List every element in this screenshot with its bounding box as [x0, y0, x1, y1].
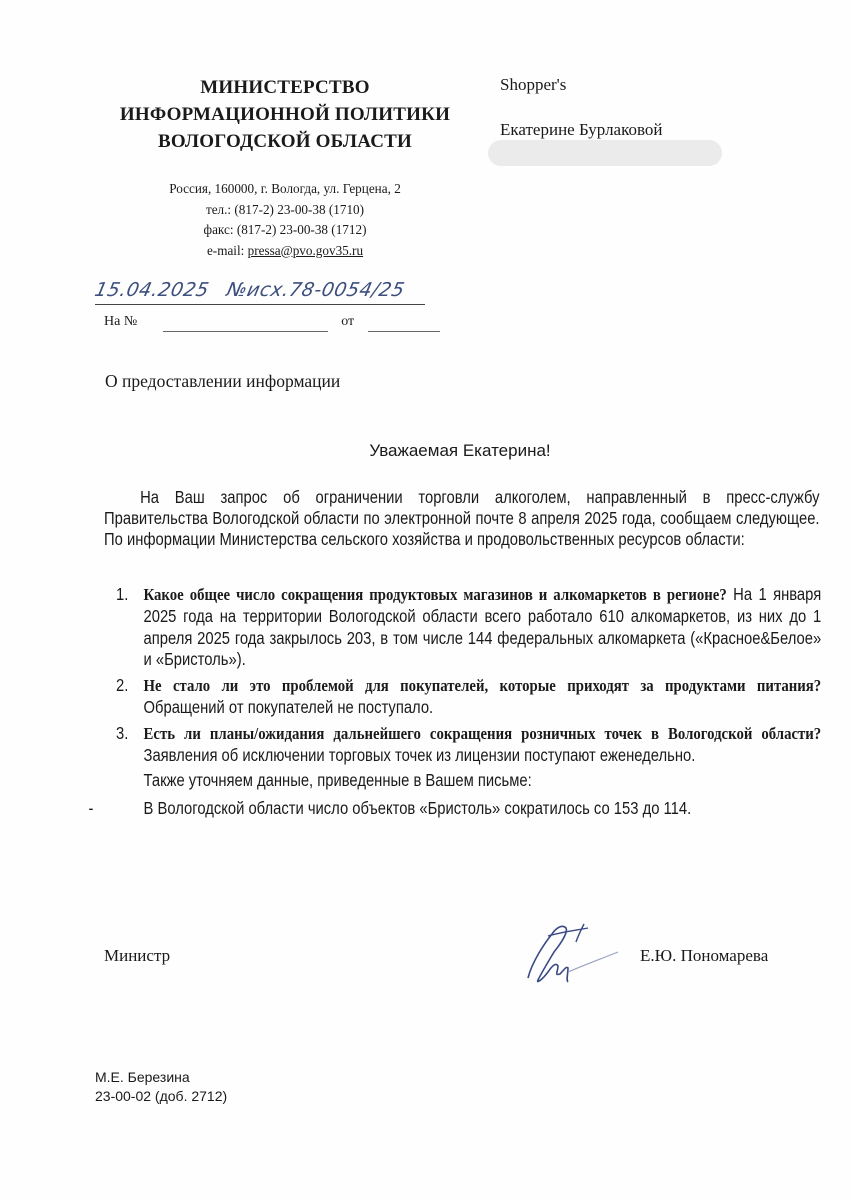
signer-role: Министр	[104, 946, 171, 965]
executor-name: М.Е. Березина	[95, 1069, 190, 1085]
list-item: 1. Какое общее число сокращения продуктовых магазинов и алкомаркетов в регионе? На 1 января 2025 года на территории Вологодской области всего работало 610 алкомаркетов, из них до 1 апреля 2025 года закрылось 203, в том числе 144 федеральных алкомаркета («Красное&Белое» и «Бристоль»).	[116, 584, 822, 670]
handwritten-number: №исх.78-0054/25	[224, 279, 407, 301]
question: Не стало ли это проблемой для покупателей, которые приходят за продуктами питания?	[143, 676, 822, 696]
email-line: e-mail: pressa@pvo.gov35.ru	[206, 242, 364, 258]
phone: тел.: (817-2) 23-00-38 (1710)	[205, 201, 365, 217]
outgoing-registration	[92, 276, 425, 305]
bullet-item: - В Вологодской области число объектов «Бристоль» сократилось со 153 до 114.	[88, 798, 692, 819]
signature-icon	[522, 922, 622, 984]
intro-paragraph: На Ваш запрос об ограничении торговли алкоголем, направленный в пресс-службу Правительства Вологодской области по электронной почте 8 апреля 2025 года, сообщаем следующее. По информации Министерства сельского хозяйства и продовольственных ресурсов области:	[104, 487, 820, 549]
ref-date-blank	[368, 317, 440, 332]
recipient-org: Shopper's	[500, 75, 567, 94]
question: Есть ли планы/ожидания дальнейшего сокращения розничных точек в Вологодской области?	[143, 723, 822, 743]
answer: Обращений от покупателей не поступало.	[143, 696, 434, 717]
subject: О предоставлении информации	[105, 371, 341, 391]
letterhead	[100, 74, 470, 261]
clarification: Также уточняем данные, приведенные в Вашем письме:	[143, 770, 532, 791]
signer-name: Е.Ю. Пономарева	[640, 946, 769, 965]
ministry-name: МИНИСТЕРСТВО ИНФОРМАЦИОННОЙ ПОЛИТИКИ ВОЛОГОДСКОЙ ОБЛАСТИ	[119, 77, 451, 152]
ref-label: На №	[104, 314, 138, 329]
from-label: от	[341, 314, 355, 329]
recipient-block	[500, 74, 663, 141]
list-item: 3. Есть ли планы/ожидания дальнейшего сокращения розничных точек в Вологодской области? Заявления об исключении торговых точек из лицензии поступают еженедельно.	[116, 722, 822, 765]
recipient-name: Екатерине Бурлаковой	[500, 120, 663, 139]
address: Россия, 160000, г. Вологда, ул. Герцена, 2	[169, 181, 401, 196]
question: Какое общее число сокращения продуктовых магазинов и алкомаркетов в регионе?	[143, 585, 727, 604]
executor-phone: 23-00-02 (доб. 2712)	[95, 1088, 228, 1104]
answer: Заявления об исключении торговых точек из лицензии поступают еженедельно.	[143, 744, 696, 765]
reference-line	[104, 312, 440, 332]
redacted-area	[488, 140, 722, 166]
contact-block	[100, 179, 470, 261]
fax: факс: (817-2) 23-00-38 (1712)	[203, 222, 367, 237]
answer: На 1 января 2025 года на территории Вологодской области всего работало 610 алкомаркетов, из них до 1 апреля 2025 года закрылось 203, в том числе 144 федеральных алкомаркета («Красное&Белое» и «Бристоль»).	[143, 584, 822, 670]
question-list	[88, 584, 822, 820]
executor-block	[95, 1068, 227, 1106]
email-link[interactable]: pressa@pvo.gov35.ru	[247, 242, 364, 258]
ref-number-blank	[163, 317, 328, 332]
greeting: Уважаемая Екатерина!	[369, 441, 551, 460]
handwritten-date: 15.04.2025	[92, 279, 212, 301]
list-item: 2. Не стало ли это проблемой для покупателей, которые приходят за продуктами питания? Обращений от покупателей не поступало.	[116, 675, 822, 717]
